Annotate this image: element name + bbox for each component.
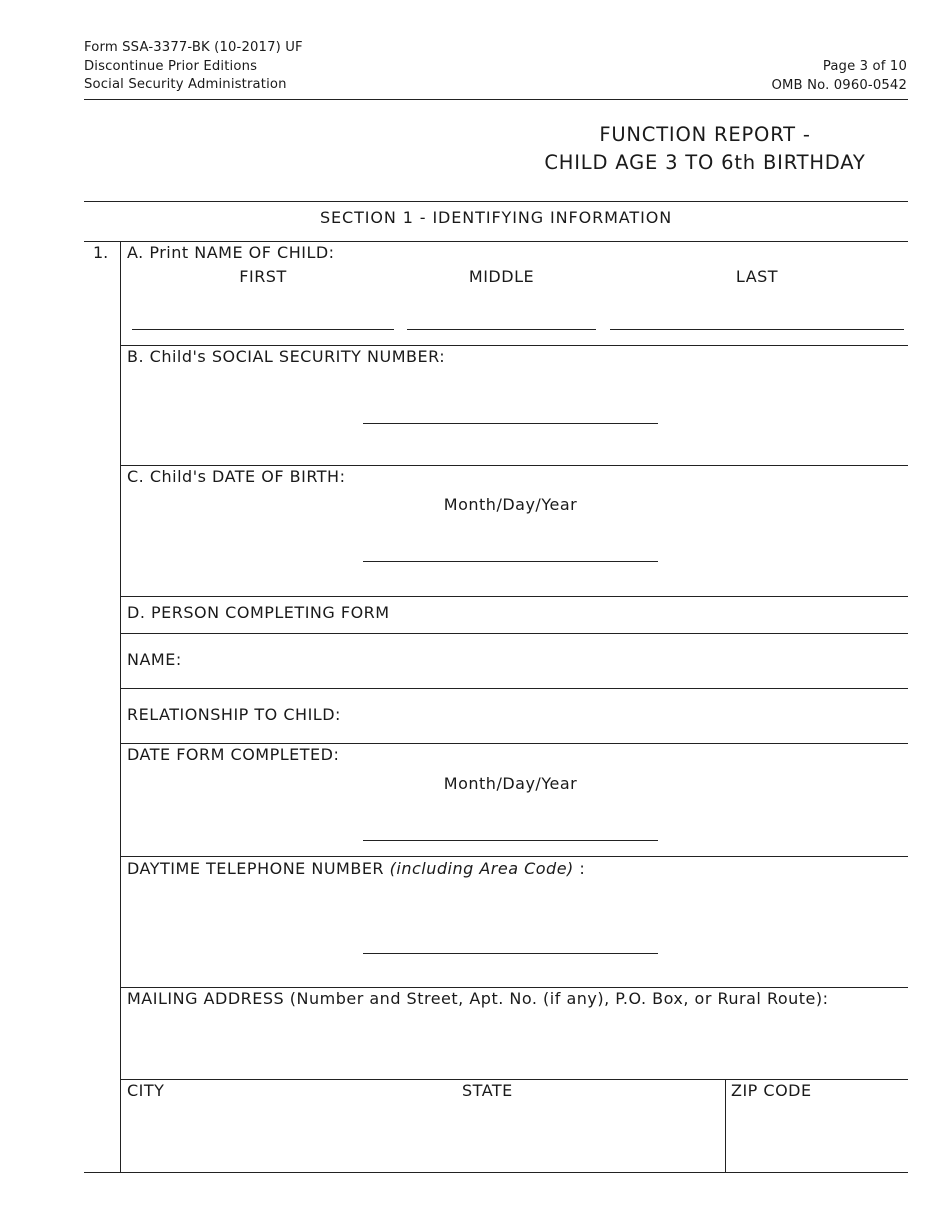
zip-code-label: ZIP CODE (731, 1081, 812, 1100)
header-divider (84, 99, 908, 100)
phone-label (127, 859, 585, 878)
page-number: Page 3 of 10 (822, 59, 907, 74)
completer-name-label: NAME: (127, 650, 182, 669)
last-name-label: LAST (735, 267, 779, 286)
item-number: 1. (93, 243, 109, 262)
city-label: CITY (127, 1081, 165, 1100)
dob-format-hint: Month/Day/Year (443, 495, 578, 514)
first-name-field[interactable] (132, 329, 394, 330)
section-title-border (84, 241, 908, 242)
mailing-address-field[interactable] (127, 1015, 905, 1075)
form-header-right (771, 58, 907, 95)
row-divider (120, 345, 908, 346)
section-bottom-border (84, 1172, 908, 1173)
discontinue-note: Discontinue Prior Editions (84, 58, 258, 74)
row-divider (120, 596, 908, 597)
agency-name: Social Security Administration (84, 77, 287, 92)
zip-code-field[interactable] (731, 1108, 905, 1168)
omb-number: OMB No. 0960-0542 (771, 77, 907, 93)
row-divider (120, 688, 908, 689)
page-title (500, 121, 910, 177)
zip-column-divider (725, 1079, 726, 1173)
section-top-border (84, 201, 908, 202)
relationship-label: RELATIONSHIP TO CHILD: (127, 705, 341, 724)
phone-label-suffix: : (573, 859, 586, 878)
last-name-field[interactable] (610, 329, 904, 330)
ssn-label: B. Child's SOCIAL SECURITY NUMBER: (127, 347, 446, 366)
row-divider (120, 1079, 908, 1080)
row-divider (120, 465, 908, 466)
date-completed-label: DATE FORM COMPLETED: (127, 745, 340, 764)
section-title: SECTION 1 - IDENTIFYING INFORMATION (319, 208, 673, 227)
date-completed-field[interactable] (363, 840, 658, 841)
phone-field[interactable] (363, 953, 658, 954)
row-divider (120, 856, 908, 857)
completer-name-field[interactable] (195, 640, 905, 684)
row-divider (120, 743, 908, 744)
child-name-label: A. Print NAME OF CHILD: (127, 243, 335, 262)
title-line-1: FUNCTION REPORT - (599, 123, 811, 146)
middle-name-label: MIDDLE (468, 267, 535, 286)
dob-label: C. Child's DATE OF BIRTH: (127, 467, 346, 486)
form-id: Form SSA-3377-BK (10-2017) UF (84, 40, 303, 55)
relationship-field[interactable] (370, 695, 905, 739)
mailing-address-label: MAILING ADDRESS (Number and Street, Apt. No. (if any), P.O. Box, or Rural Route): (127, 989, 829, 1008)
date-completed-format-hint: Month/Day/Year (443, 774, 578, 793)
form-header-left (84, 39, 303, 95)
state-label: STATE (462, 1081, 513, 1100)
title-line-2: CHILD AGE 3 TO 6th BIRTHDAY (544, 151, 866, 174)
dob-field[interactable] (363, 561, 658, 562)
first-name-label: FIRST (239, 267, 287, 286)
ssn-field[interactable] (363, 423, 658, 424)
row-divider (120, 987, 908, 988)
row-divider (120, 633, 908, 634)
state-field[interactable] (462, 1108, 720, 1168)
phone-label-main: DAYTIME TELEPHONE NUMBER (127, 859, 390, 878)
person-completing-heading: D. PERSON COMPLETING FORM (127, 603, 390, 622)
city-field[interactable] (127, 1108, 457, 1168)
middle-name-field[interactable] (407, 329, 596, 330)
phone-label-note: (including Area Code) (389, 859, 574, 878)
item-column-divider (120, 241, 121, 1173)
